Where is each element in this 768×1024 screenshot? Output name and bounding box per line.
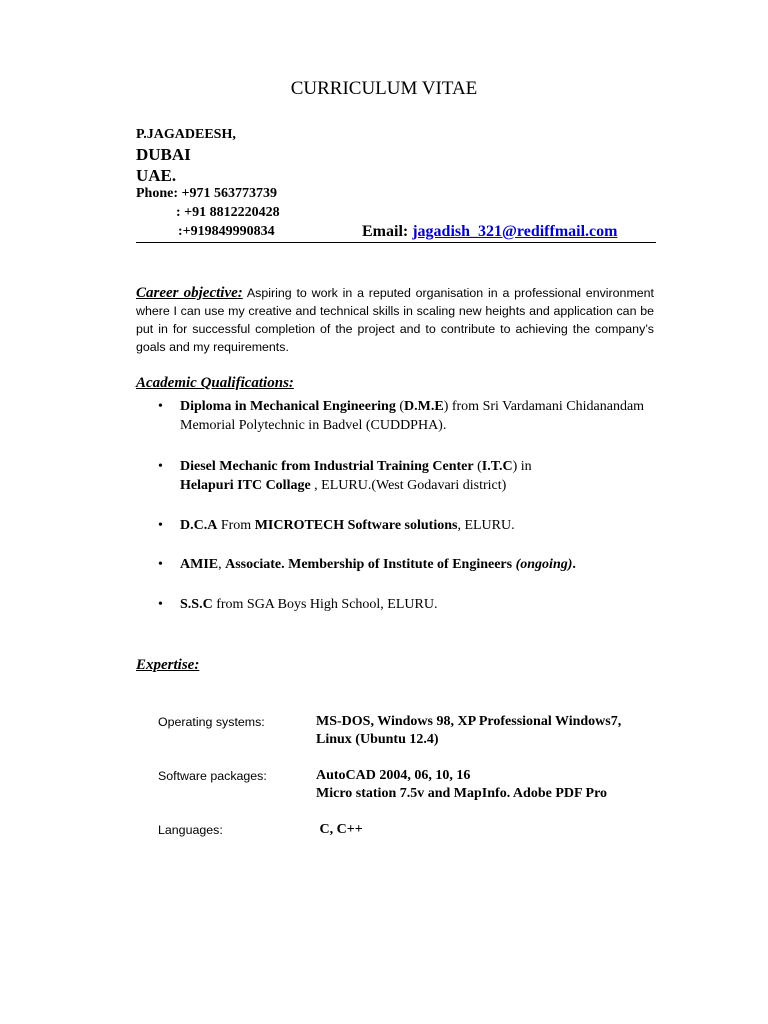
qualification-title: Diploma in Mechanical Engineering bbox=[180, 399, 396, 414]
career-objective-colon: : bbox=[237, 285, 243, 301]
expertise-value-line: Micro station 7.5v and MapInfo. Adobe PDF Pro bbox=[316, 786, 608, 801]
bullet-icon: • bbox=[158, 459, 163, 474]
expertise-value-line: Linux (Ubuntu 12.4) bbox=[316, 732, 439, 747]
email-line bbox=[362, 223, 617, 241]
qualification-text: . bbox=[572, 557, 576, 572]
qualification-text: , ELURU. bbox=[457, 518, 515, 533]
candidate-city: DUBAI bbox=[136, 145, 191, 164]
document-title: CURRICULUM VITAE bbox=[290, 78, 478, 99]
expertise-label-os: Operating systems: bbox=[158, 715, 265, 729]
qualification-abbr: I.T.C bbox=[481, 459, 513, 474]
academic-item-dca bbox=[158, 516, 668, 535]
qualification-status: (ongoing) bbox=[512, 557, 573, 572]
academic-heading: Academic Qualifications: bbox=[136, 375, 294, 391]
qualification-abbr: D.M.E bbox=[404, 399, 444, 414]
qualification-text: ( bbox=[395, 399, 405, 414]
institution-name: MICROTECH Software solutions bbox=[254, 518, 458, 533]
qualification-title: Associate. Membership of Institute of Engineers bbox=[225, 557, 513, 572]
phone-line-2: : +91 8812220428 bbox=[176, 205, 280, 220]
phone-line-3: :+919849990834 bbox=[178, 224, 275, 239]
academic-item-diesel bbox=[158, 457, 668, 495]
phone-line-1: Phone: +971 563773739 bbox=[136, 186, 277, 201]
expertise-value-os bbox=[316, 713, 676, 749]
bullet-icon: • bbox=[158, 597, 163, 612]
email-link[interactable]: jagadish_321@rediffmail.com bbox=[412, 223, 618, 240]
qualification-text: ) from Sri Vardamani Chidanandam Memorial Polytechnic in Badvel (CUDDPHA). bbox=[180, 399, 645, 433]
bullet-icon: • bbox=[158, 399, 163, 414]
expertise-heading: Expertise: bbox=[136, 657, 200, 673]
qualification-title: AMIE bbox=[180, 557, 219, 572]
qualification-text: , bbox=[218, 557, 226, 572]
bullet-icon: • bbox=[158, 518, 163, 533]
expertise-value-line: AutoCAD 2004, 06, 10, 16 bbox=[316, 768, 471, 783]
academic-item-diploma bbox=[158, 397, 668, 435]
academic-item-ssc bbox=[158, 595, 668, 614]
career-objective-text: Aspiring to work in a reputed organisation in a professional environment where I can use my creative and technical skills in scaling new heights and application can be put in for successful completion of the project and to contribute to achieving the company’s goals and my requirements. bbox=[136, 286, 654, 354]
email-label: Email: bbox=[362, 223, 409, 240]
candidate-country: UAE. bbox=[136, 166, 177, 185]
bullet-icon: • bbox=[158, 557, 163, 572]
expertise-label-software: Software packages: bbox=[158, 769, 267, 783]
expertise-label-languages: Languages: bbox=[158, 823, 223, 837]
qualification-title: D.C.A bbox=[180, 518, 218, 533]
institution-name: Helapuri ITC Collage bbox=[180, 478, 311, 493]
career-objective-heading: Career objective bbox=[136, 285, 238, 301]
expertise-value-line: MS-DOS, Windows 98, XP Professional Windows7, bbox=[316, 714, 622, 729]
qualification-text: from SGA Boys High School, ELURU. bbox=[212, 597, 438, 612]
qualification-title: S.S.C bbox=[180, 597, 213, 612]
academic-item-amie bbox=[158, 555, 668, 574]
qualification-text: , ELURU.(West Godavari district) bbox=[310, 478, 507, 493]
expertise-value-languages: C, C++ bbox=[316, 822, 363, 837]
qualification-text: ( bbox=[473, 459, 482, 474]
candidate-name: P.JAGADEESH, bbox=[136, 127, 236, 142]
qualification-text: From bbox=[217, 518, 255, 533]
expertise-value-software bbox=[316, 767, 676, 803]
qualification-text: ) in bbox=[512, 459, 532, 474]
qualification-title: Diesel Mechanic from Industrial Training Center bbox=[180, 459, 474, 474]
career-objective bbox=[136, 284, 654, 356]
